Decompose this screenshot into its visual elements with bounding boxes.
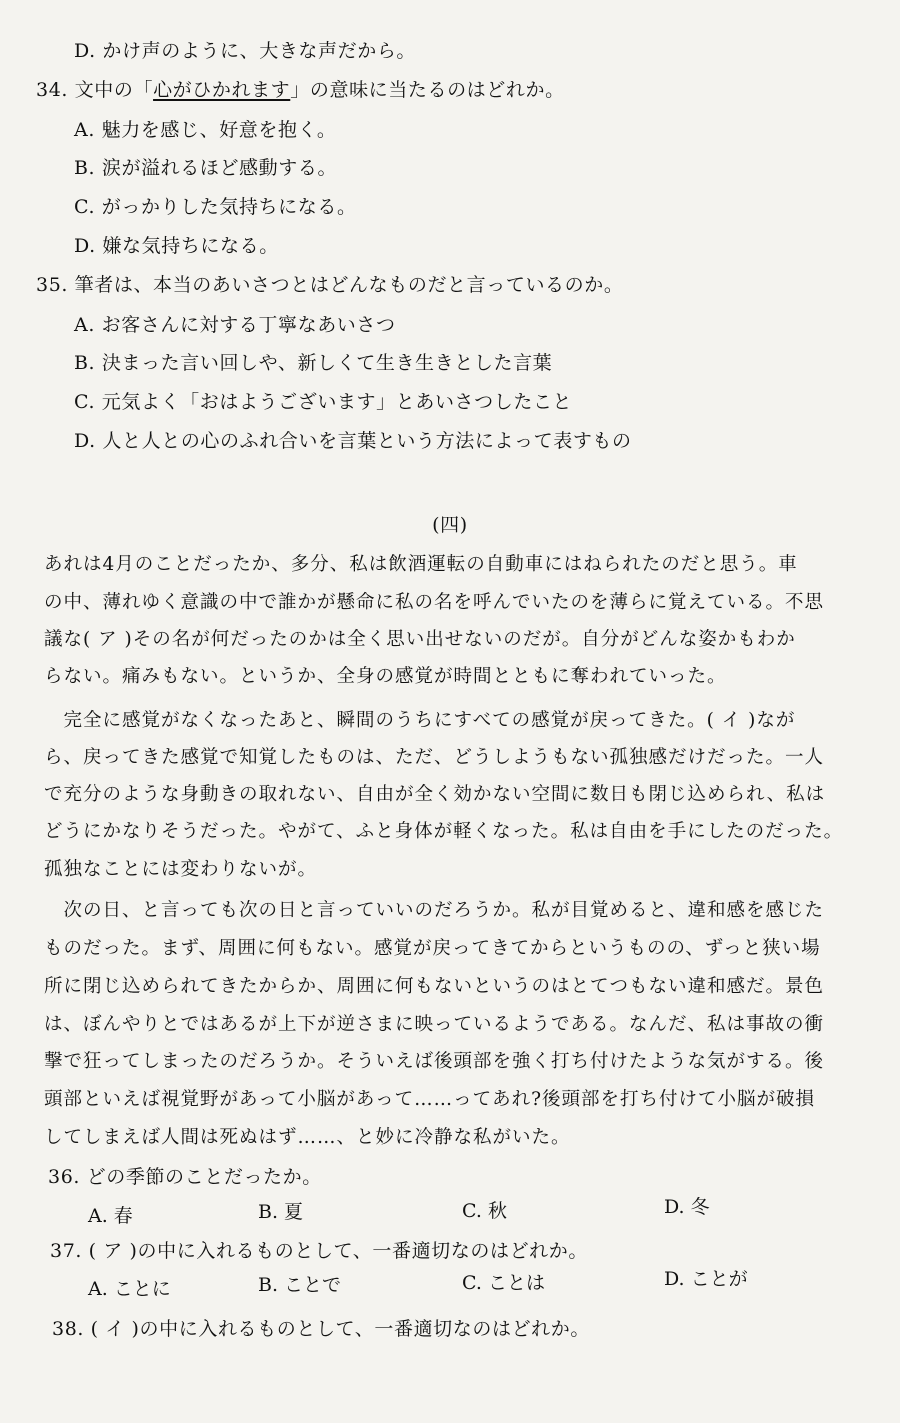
q36-option-c: C. 秋: [462, 1200, 507, 1222]
passage-line: あれは4月のことだったか、多分、私は飲酒運転の自動車にはねられたのだと思う。車: [44, 554, 798, 575]
q37-question: 37. ( ア )の中に入れるものとして、一番適切なのはどれか。: [50, 1240, 588, 1262]
q35-question: 35. 筆者は、本当のあいさつとはどんなものだと言っているのか。: [36, 274, 624, 296]
passage-line: どうにかなりそうだった。やがて、ふと身体が軽くなった。私は自由を手にしたのだった。: [44, 821, 844, 842]
passage-line: 撃で狂ってしまったのだろうか。そういえば後頭部を強く打ち付けたような気がする。後: [44, 1051, 825, 1072]
q36-option-b: B. 夏: [258, 1201, 304, 1223]
passage-line: 次の日、と言っても次の日と言っていいのだろうか。私が目覚めると、違和感を感じた: [44, 900, 825, 921]
passage-line: の中、薄れゆく意識の中で誰かが懸命に私の名を呼んでいたのを薄らに覚えている。不思: [44, 592, 825, 613]
q34-prefix: 34. 文中の「: [36, 79, 154, 101]
q34-underlined-phrase: 心がひかれます: [153, 79, 291, 101]
q37-option-a: A. ことに: [88, 1278, 171, 1300]
q34-option-d: D. 嫌な気持ちになる。: [74, 235, 279, 257]
passage-line: 議な( ア )その名が何だったのかは全く思い出せないのだが。自分がどんな姿かもわか: [44, 629, 796, 650]
passage-line: ら、戻ってきた感覚で知覚したものは、ただ、どうしようもない孤独感だけだった。一人: [44, 747, 825, 768]
q36-question: 36. どの季節のことだったか。: [48, 1166, 322, 1188]
section-title: (四): [432, 514, 468, 536]
q35-option-b: B. 決まった言い回しや、新しくて生き生きとした言葉: [74, 352, 553, 374]
q36-option-a: A. 春: [88, 1205, 133, 1227]
q37-option-b: B. ことで: [258, 1274, 342, 1296]
q37-option-d: D. ことが: [664, 1268, 748, 1290]
passage-line: 孤独なことには変わりないが。: [44, 859, 318, 880]
passage-line: で充分のような身動きの取れない、自由が全く効かない空間に数日も閉じ込められ、私は: [44, 784, 826, 805]
passage-line: は、ぼんやりとではあるが上下が逆さまに映っているようである。なんだ、私は事故の衝: [44, 1014, 825, 1035]
q37-option-c: C. ことは: [462, 1272, 545, 1294]
q34-suffix: 」の意味に当たるのはどれか。: [290, 79, 565, 101]
passage-line: 完全に感覚がなくなったあと、瞬間のうちにすべての感覚が戻ってきた。( イ )なが: [44, 710, 796, 731]
passage-line: してしまえば人間は死ぬはず……、と妙に冷静な私がいた。: [44, 1127, 571, 1148]
q38-question: 38. ( イ )の中に入れるものとして、一番適切なのはどれか。: [52, 1318, 590, 1340]
q36-option-d: D. 冬: [664, 1196, 710, 1218]
q35-option-c: C. 元気よく「おはようございます」とあいさつしたこと: [74, 391, 573, 413]
q35-option-a: A. お客さんに対する丁寧なあいさつ: [74, 314, 396, 336]
passage-line: ものだった。まず、周囲に何もない。感覚が戻ってきてからというものの、ずっと狭い場: [44, 938, 821, 959]
passage-line: 所に閉じ込められてきたからか、周囲に何もないというのはとてつもない違和感だ。景色: [44, 976, 825, 997]
q33-option-d: D. かけ声のように、大きな声だから。: [74, 40, 417, 62]
passage-line: 頭部といえば視覚野があって小脳があって……ってあれ?後頭部を打ち付けて小脳が破損: [44, 1089, 816, 1110]
q34-question: [36, 77, 565, 103]
q34-option-a: A. 魅力を感じ、好意を抱く。: [74, 119, 337, 141]
passage-line: らない。痛みもない。というか、全身の感覚が時間とともに奪われていった。: [44, 666, 727, 687]
q34-option-b: B. 涙が溢れるほど感動する。: [74, 157, 338, 179]
q35-option-d: D. 人と人との心のふれ合いを言葉という方法によって表すもの: [74, 430, 632, 452]
q34-option-c: C. がっかりした気持ちになる。: [74, 196, 357, 218]
